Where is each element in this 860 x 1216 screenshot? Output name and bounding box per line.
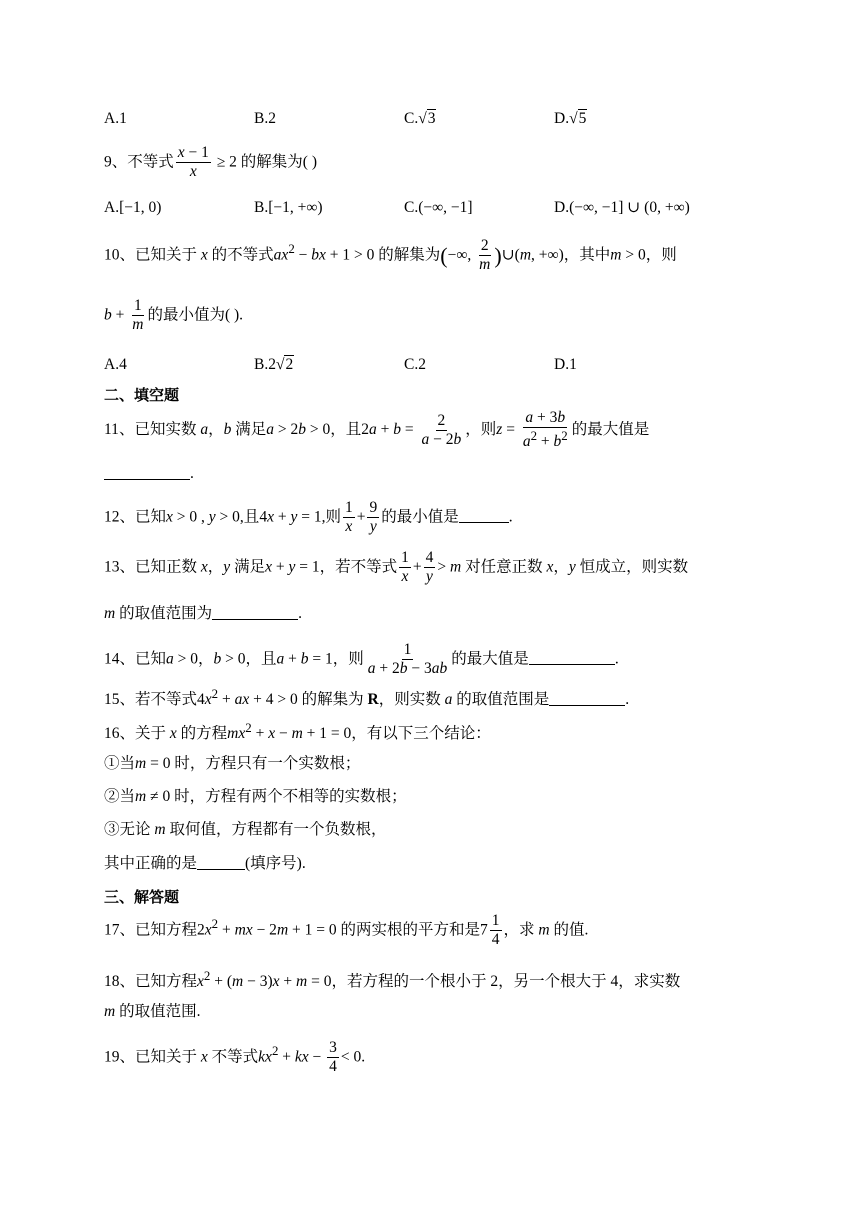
question-16: 16、关于 x 的方程$mx^2 + x - m + 1 = 0$，有以下三个结论： [104, 720, 491, 743]
option-d: D.(−∞, −1] ∪ (0, +∞) [554, 199, 690, 216]
question-13-line2: m 的取值范围为 . [104, 605, 302, 622]
option-c: C.(−∞, −1] [404, 199, 473, 216]
option-b: B.2√2 [254, 356, 294, 373]
question-13: 13、已知正数 x，y 满足x + y = 1，若不等式 $\frac{1}{x}$ + $\frac{4}{y}$ > m 对任意正数 x，y 恒成立，则实数 [104, 549, 689, 586]
question-10: 10、已知关于 x 的不等式$ax^2$ − bx + 1 > 0 的解集为(−∞, $\frac{2}{m}$ )∪(m, +∞)，其中m > 0，则 [104, 237, 677, 274]
conclusion-2: ②当m ≠ 0 时，方程有两个不相等的实数根； [104, 788, 407, 805]
answer-blank-11: . [104, 466, 194, 482]
conclusion-3: ③无论 m 取何值，方程都有一个负数根， [104, 821, 387, 838]
question-16-answer: 其中正确的是 (填序号). [104, 855, 306, 872]
section-heading: 三、解答题 [104, 888, 180, 906]
question-18-line2: m 的取值范围. [104, 1003, 201, 1020]
question-14: 14、已知a > 0，b > 0，且a + b = 1，则 $\frac{1}{a + 2b - 3ab}$ 的最大值是 . [104, 641, 619, 678]
question-9: 9、不等式 $\frac{x - 1}{x}$ ≥ 2 的解集为( ) [104, 144, 317, 181]
option-d: D.√5 [554, 110, 587, 127]
option-d: D.1 [554, 356, 577, 373]
question-11: 11、已知实数 a，b 满足a > 2b > 0，且2a + b = $\frac{2}{a - 2b}$ ，则z = $\frac{a + 3b}{a^2 + b^2}$ 的最大值是 [104, 409, 650, 451]
question-17: 17、已知方程$2x^2$ + mx − 2m + 1 = 0 的两实根的平方和是7 $\frac{1}{4}$ ，求 m 的值. [104, 912, 589, 949]
option-a: A.4 [104, 356, 127, 373]
option-c: C.√3 [404, 110, 436, 127]
option-b: B.[−1, +∞) [254, 199, 323, 216]
question-19: 19、已知关于 x 不等式$kx^2$ + kx − $\frac{3}{4}$ < 0. [104, 1039, 366, 1076]
option-a: A.[−1, 0) [104, 199, 162, 216]
option-b: B.2 [254, 110, 276, 127]
conclusion-1: ①当m = 0 时，方程只有一个实数根； [104, 755, 361, 772]
question-10-line2: b + $\frac{1}{m}$ 的最小值为( ). [104, 297, 244, 334]
option-a: A.1 [104, 110, 127, 127]
section-heading: 二、填空题 [104, 386, 180, 404]
question-12: 12、已知x > 0 , y > 0,且4x + y = 1,则 $\frac{1}{x}$ + $\frac{9}{y}$ 的最小值是 . [104, 499, 513, 536]
question-15: 15、若不等式$4x^2$ + ax + 4 > 0 的解集为 R，则实数 a 的取值范围是 . [104, 686, 630, 709]
question-18: 18、已知方程$x^2 + (m - 3)x + m = 0$，若方程的一个根小于 2，另一个根大于 4，求实数 [104, 968, 681, 991]
option-c: C.2 [404, 356, 426, 373]
